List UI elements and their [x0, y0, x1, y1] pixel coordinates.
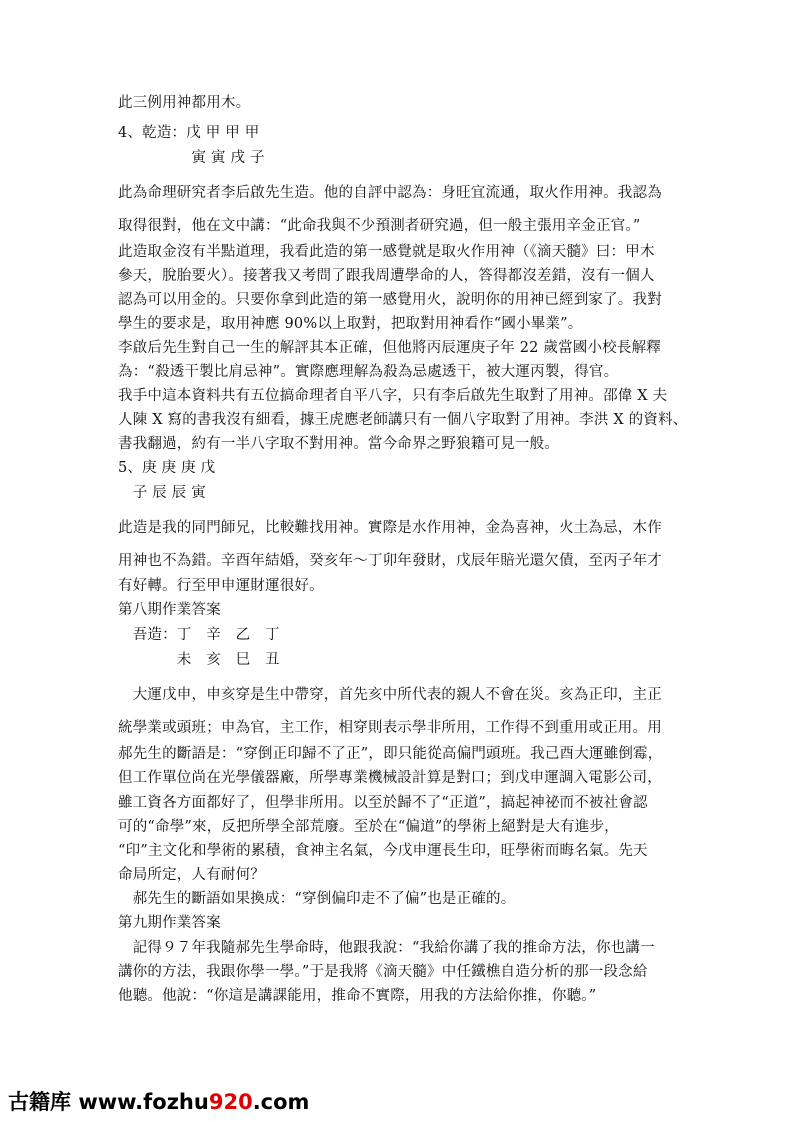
- text-line: 統學業或頭班；申為官，主工作，相穿則表示學非所用，工作得不到重用或正用。用: [118, 720, 662, 736]
- text-line: 講你的方法，我跟你學一學。”于是我將《滴天髓》中任鐵樵自造分析的那一段念給: [118, 964, 648, 980]
- site-watermark: [8, 1086, 309, 1116]
- text-line: 認為可以用金的。只要你拿到此造的第一感覺用火，說明你的用神已經到家了。我對: [118, 292, 662, 308]
- text-line: 學生的要求是，取用神應 90%以上取對，把取對用神看作“國小畢業”。: [118, 316, 583, 332]
- text-line: 記得９７年我隨郝先生學命時，他跟我說：“我給你講了我的推命方法，你也講一: [118, 940, 655, 956]
- text-line: 命局所定，人有耐何？: [118, 867, 265, 883]
- text-line: 李啟后先生對自己一生的解評其本正確，但他將丙辰運庚子年 22 歲當國小校長解釋: [118, 340, 661, 356]
- text-line: 此造取金沒有半點道理，我看此造的第一感覺就是取火作用神（《滴天髓》曰：甲木: [118, 244, 655, 260]
- site-name: 古籍库: [8, 1090, 71, 1114]
- text-line: 人陳 X 寫的書我沒有細看，據王虎應老師講只有一個八字取對了用神。李洪 X 的資料、: [118, 412, 688, 428]
- text-line: 雖工資各方面都好了，但學非所用。以至於歸不了“正道”，搞起神祕而不被社會認: [118, 795, 648, 811]
- text-line: 郝先生的斷語是：“穿倒正印歸不了正”，即只能從高偏門頭班。我己酉大運雖倒霉，: [118, 746, 663, 762]
- text-line: 可的“命學”來，反把所學全部荒廢。至於在“偏道”的學術上絕對是大有進步，: [118, 819, 619, 835]
- text-line: 此為命理研究者李后啟先生造。他的自評中認為：身旺宜流通，取火作用神。我認為: [118, 185, 662, 201]
- text-line: 子 辰 辰 寅: [118, 485, 206, 501]
- text-line: 此造是我的同門師兄，比較難找用神。實際是水作用神，金為喜神，火土為忌，木作: [118, 520, 662, 536]
- text-line: 未 亥 巳 丑: [118, 652, 280, 668]
- text-line: 大運戊申，申亥穿是生中帶穿，首先亥中所代表的親人不會在災。亥為正印，主正: [118, 687, 662, 703]
- text-line: 吾造：丁 辛 乙 丁: [118, 627, 280, 643]
- text-line: 參天，脫胎要火）。接著我又考問了跟我周遭學命的人，答得都沒差錯，沒有一個人: [118, 268, 655, 284]
- section-heading: 第九期作業答案: [118, 915, 221, 931]
- text-line: 5、庚 庚 庚 戊: [118, 460, 216, 476]
- text-line: “印”主文化和學術的累積，食神主名氣，今戊申運長生印，旺學術而晦名氣。先天: [118, 843, 648, 859]
- text-line: 書我翻過，約有一半八字取不對用神。當今命界之野狼籍可見一般。: [118, 436, 559, 452]
- text-line: 4、乾造：戊 甲 甲 甲: [118, 125, 260, 141]
- text-line: 用神也不為錯。辛酉年結婚，癸亥年～丁卯年發財，戊辰年賠光還欠債，至丙子年才: [118, 553, 662, 569]
- section-heading: 第八期作業答案: [118, 602, 221, 618]
- text-line: 寅 寅 戌 子: [118, 150, 265, 166]
- text-line: 取得很對，他在文中講：“此命我與不少預測者研究過，但一般主張用辛金正官。”: [118, 218, 641, 234]
- text-line: 為：“殺透干製比肩忌神”。實際應理解為殺為忌處透干，被大運丙製，得官。: [118, 364, 619, 380]
- text-line: 郝先生的斷語如果換成：“穿倒偏印走不了偏”也是正確的。: [118, 891, 516, 907]
- text-line: 此三例用神都用木。: [118, 95, 251, 111]
- text-line: 但工作單位尚在光學儀器廠，所學專業機械設計算是對口；到戊申運調入電影公司，: [118, 770, 662, 786]
- text-line: 他聽。他說：“你這是講課能用，推命不實際，用我的方法給你推，你聽。”: [118, 988, 597, 1004]
- site-url: www.fozhu920.com: [78, 1090, 310, 1114]
- text-line: 有好轉。行至甲申運財運很好。: [118, 578, 324, 594]
- text-line: 我手中這本資料共有五位搞命理者自平八字，只有李后啟先生取對了用神。邵偉 X 夫: [118, 388, 668, 404]
